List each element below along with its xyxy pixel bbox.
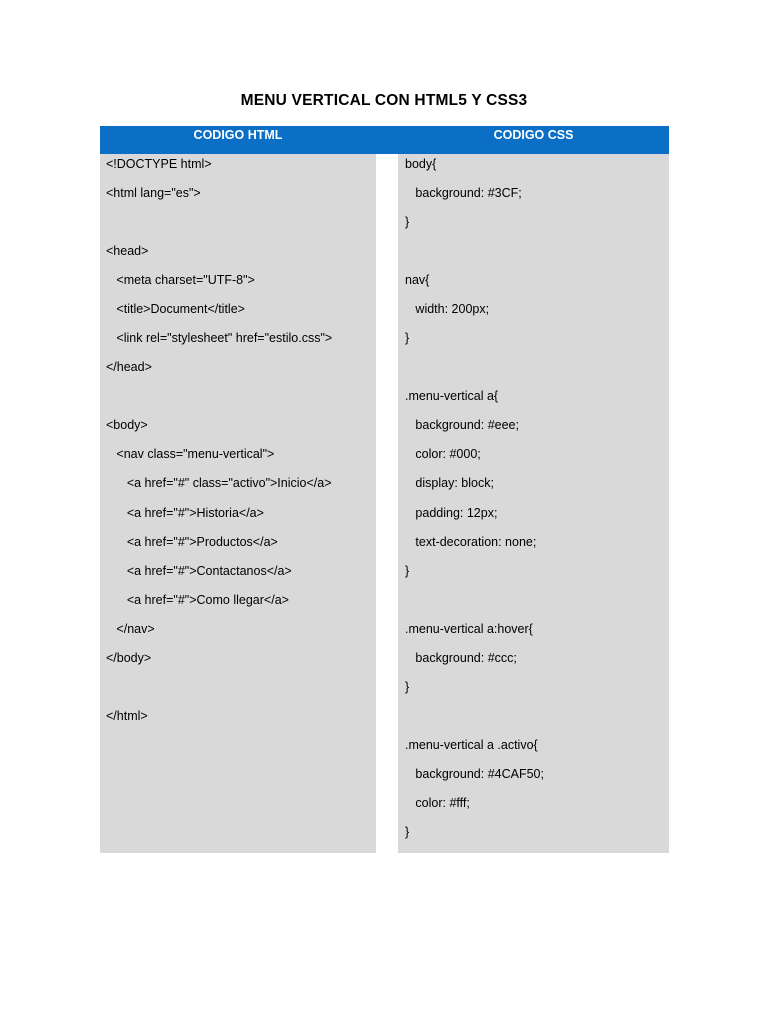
css-code-line: display: block; <box>405 476 494 490</box>
html-code-line: <html lang="es"> <box>106 186 201 200</box>
css-code-line: } <box>405 331 410 345</box>
css-column-header: CODIGO CSS <box>493 128 574 142</box>
html-code-line: <body> <box>106 418 148 432</box>
css-code-line: .menu-vertical a:hover{ <box>405 622 533 636</box>
html-code-line: <!DOCTYPE html> <box>106 157 212 171</box>
css-code-line: } <box>405 564 410 578</box>
page-title: MENU VERTICAL CON HTML5 Y CSS3 <box>240 92 528 109</box>
html-column-header: CODIGO HTML <box>193 128 283 142</box>
html-code-line: <head> <box>106 244 149 258</box>
html-code-line: </nav> <box>106 622 155 636</box>
html-code-line: <a href="#">Como llegar</a> <box>106 593 289 607</box>
html-code-line: <title>Document</title> <box>106 302 245 316</box>
css-code-line: body{ <box>405 157 437 171</box>
css-code-line: .menu-vertical a .activo{ <box>405 738 538 752</box>
html-code-line: <nav class="menu-vertical"> <box>106 447 275 461</box>
html-code-line: <a href="#" class="activo">Inicio</a> <box>106 476 332 490</box>
html-code-line: <a href="#">Contactanos</a> <box>106 564 292 578</box>
css-code-line: color: #fff; <box>405 796 470 810</box>
html-code-line: <meta charset="UTF-8"> <box>106 273 255 287</box>
html-code-line: </head> <box>106 360 152 374</box>
css-code-line: padding: 12px; <box>405 506 498 520</box>
html-code-panel <box>100 154 376 853</box>
css-code-line: color: #000; <box>405 447 481 461</box>
css-code-line: background: #3CF; <box>405 186 522 200</box>
css-code-line: nav{ <box>405 273 430 287</box>
css-code-line: } <box>405 215 410 229</box>
css-code-line: .menu-vertical a{ <box>405 389 499 403</box>
css-code-line: width: 200px; <box>405 302 490 316</box>
html-code-line: </html> <box>106 709 148 723</box>
css-code-line: background: #eee; <box>405 418 519 432</box>
css-code-panel <box>398 154 669 853</box>
css-code-line: text-decoration: none; <box>405 535 537 549</box>
html-code-line: <link rel="stylesheet" href="estilo.css"> <box>106 331 333 345</box>
html-code-line: <a href="#">Productos</a> <box>106 535 278 549</box>
css-code-line: background: #ccc; <box>405 651 517 665</box>
css-code-line: } <box>405 680 410 694</box>
html-code-line: <a href="#">Historia</a> <box>106 506 264 520</box>
html-code-line: </body> <box>106 651 152 665</box>
css-code-line: } <box>405 825 410 839</box>
css-code-line: background: #4CAF50; <box>405 767 544 781</box>
